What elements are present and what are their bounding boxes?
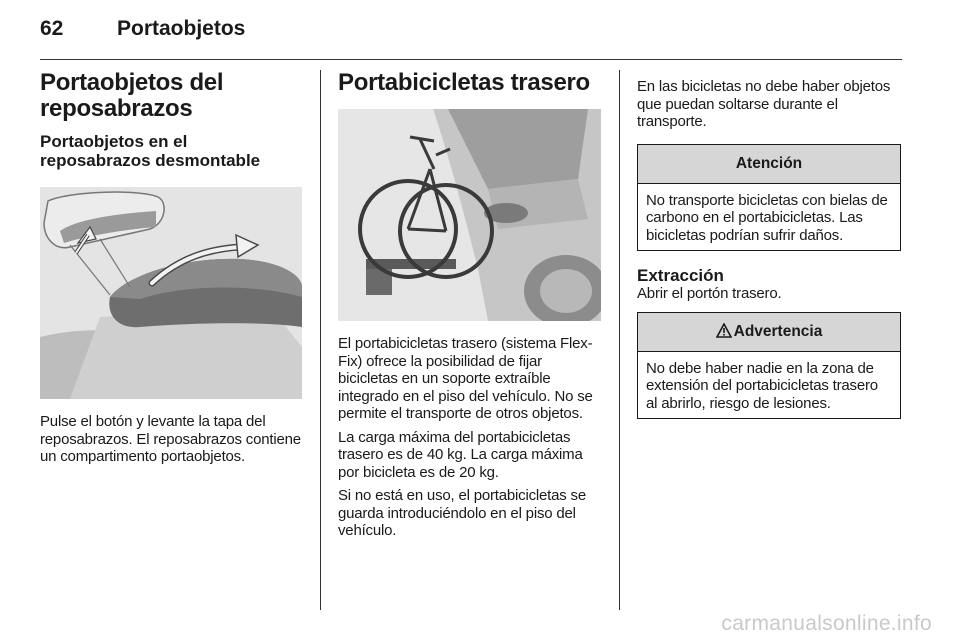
extraction-heading: Extracción <box>637 266 724 285</box>
warning-box <box>637 312 901 420</box>
page-header <box>40 17 902 49</box>
subsection-title-armrest: Portaobjetos en el reposabrazos desmontable <box>40 132 261 170</box>
bike-carrier-paragraph-1: El portabicicletas trasero (sistema Flex-Fix) ofrece la posibilidad de fijar bicicletas en un soporte extraíble integrado en el piso del vehículo. No se permite el transporte de otros objetos. <box>338 335 593 422</box>
warning-triangle-icon <box>716 323 732 338</box>
column-divider-2 <box>619 70 620 610</box>
watermark-text: carmanualsonline.info <box>721 612 932 635</box>
bike-carrier-text <box>338 335 601 540</box>
page-number: 62 <box>40 17 64 40</box>
bike-carrier-illustration <box>338 109 601 321</box>
column-bike-carrier <box>338 70 601 546</box>
section-title-bike-carrier: Portabicicletas trasero <box>338 69 590 96</box>
running-title: Portaobjetos <box>117 17 246 40</box>
warning-header <box>638 313 900 352</box>
warning-text: No debe haber nadie en la zona de extensión del portabicicletas trasero al abrirlo, riesgo de lesiones. <box>646 359 878 412</box>
column-divider-1 <box>320 70 321 610</box>
warning-heading: Advertencia <box>733 322 823 340</box>
section-title-armrest: Portaobjetos del reposabrazos <box>40 69 224 122</box>
intro-paragraph: En las bicicletas no debe haber objetos que puedan soltarse durante el transporte. <box>637 78 891 130</box>
armrest-paragraph: Pulse el botón y levante la tapa del reposabrazos. El reposabrazos contiene un compartimento portaobjetos. <box>40 413 301 465</box>
column-armrest <box>40 70 302 472</box>
attention-box <box>637 144 901 252</box>
extraction-text: Abrir el portón trasero. <box>637 285 782 302</box>
header-divider <box>40 59 902 60</box>
column-notices <box>637 70 902 419</box>
bike-carrier-paragraph-2: La carga máxima del portabicicletas trasero es de 40 kg. La carga máxima por bicicleta es de 20 kg. <box>338 428 583 481</box>
attention-heading: Atención <box>638 145 900 184</box>
bike-carrier-paragraph-3: Si no está en uso, el portabicicletas se guarda introduciéndolo en el piso del vehículo. <box>338 487 586 539</box>
armrest-illustration <box>40 187 302 399</box>
attention-text: No transporte bicicletas con bielas de carbono en el portabicicletas. Las bicicletas podrían sufrir daños. <box>646 191 888 244</box>
